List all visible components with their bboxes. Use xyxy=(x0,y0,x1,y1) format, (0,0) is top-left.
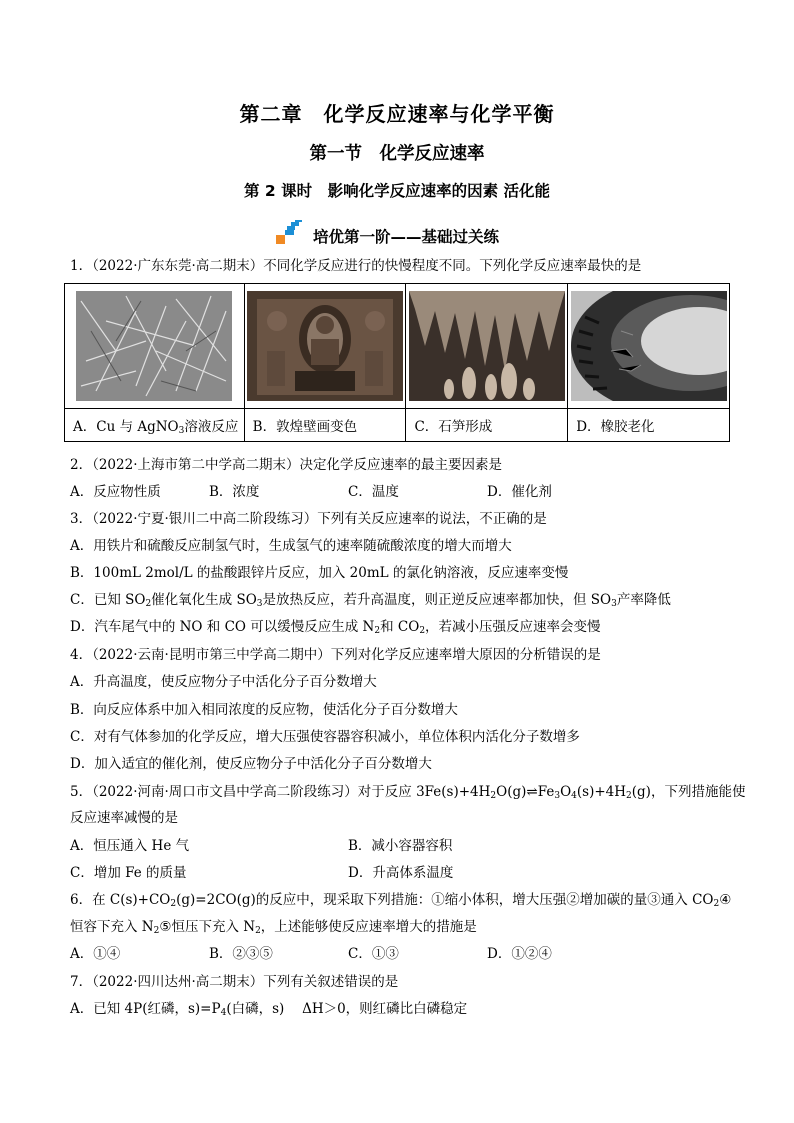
q4-stem: 4．（2022·云南·昆明市第三中学高二期中）下列对化学反应速率增大原因的分析错误的是 xyxy=(70,647,601,663)
q2-stem: 2．（2022·上海市第二中学高二期末）决定化学反应速率的最主要因素是 xyxy=(70,457,502,473)
q2-option-d: D．催化剂 xyxy=(487,484,552,500)
section-banner-label: 培优第一阶——基础过关练 xyxy=(313,228,500,246)
q4-option-d: D．加入适宜的催化剂，使反应物分子中活化分子百分数增大 xyxy=(70,756,432,772)
lesson-title: 第 2 课时 影响化学反应速率的因素 活化能 xyxy=(244,182,550,200)
q4-option-c: C．对有气体参加的化学反应，增大压强使容器容积减小，单位体积内活化分子数增多 xyxy=(70,729,580,745)
q5-option-c: C．增加 Fe 的质量 xyxy=(70,865,187,881)
q5-option-b: B．减小容器容积 xyxy=(348,838,453,854)
q1-option-a: A．Cu 与 AgNO$_3$溶液反应 xyxy=(65,409,245,442)
q3-option-d: D．汽车尾气中的 NO 和 CO 可以缓慢反应生成 $N_2$和 $CO_2$，若减小压强反应速率会变慢 xyxy=(70,619,601,636)
q5-option-a: A．恒压通入 He 气 xyxy=(70,838,190,854)
q1-options-table xyxy=(64,283,730,442)
q1-stem: 1．（2022·广东东莞·高二期末）不同化学反应进行的快慢程度不同。下列化学反应速率最快的是 xyxy=(70,258,642,274)
q1-option-a-image-cell xyxy=(65,284,245,409)
q1-option-c: C．石笋形成 xyxy=(406,409,568,442)
q2-option-b: B．浓度 xyxy=(209,484,260,500)
rubber-tire-photo xyxy=(571,291,727,401)
q1-option-b-image-cell xyxy=(244,284,406,409)
q5-option-d: D．升高体系温度 xyxy=(348,865,454,881)
q1-option-d-image-cell xyxy=(568,284,730,409)
q4-option-b: B．向反应体系中加入相同浓度的反应物，使活化分子百分数增大 xyxy=(70,702,458,718)
q1-option-c-image-cell xyxy=(406,284,568,409)
staircase-logo-icon xyxy=(276,220,304,246)
q3-option-a: A．用铁片和硫酸反应制氢气时，生成氢气的速率随硫酸浓度的增大而增大 xyxy=(70,538,512,554)
q2-option-a: A．反应物性质 xyxy=(70,484,161,500)
crystal-needles-photo xyxy=(76,291,232,401)
q7-option-a: A．已知 4P(红磷，$s)=P_4$(白磷，s) ΔH＞0，则红磷比白磷稳定 xyxy=(70,1001,468,1018)
q3-option-b: B．100mL 2mol/L 的盐酸跟锌片反应，加入 20mL 的氯化钠溶液，反应速率变慢 xyxy=(70,565,569,581)
q1-option-b: B．敦煌壁画变色 xyxy=(244,409,406,442)
chapter-title: 第二章 化学反应速率与化学平衡 xyxy=(239,102,555,126)
q5-stem-cont: 反应速率减慢的是 xyxy=(70,810,178,826)
q6-option-b: B．②③⑤ xyxy=(209,946,273,962)
q7-stem: 7．（2022·四川达州·高二期末）下列有关叙述错误的是 xyxy=(70,974,399,990)
q6-stem-cont: 恒容下充入 $N_2⑤$恒压下充入 $N_2$，上述能够使反应速率增大的措施是 xyxy=(70,919,477,936)
q4-option-a: A．升高温度，使反应物分子中活化分子百分数增大 xyxy=(70,674,377,690)
q6-stem: 6．在 $C(s)+CO_2(g)=2CO(g)$的反应中，现采取下列措施：①缩小体积，增大压强②增加碳的量③通入 $CO_2④$ xyxy=(70,892,732,909)
q3-option-c: C．已知 $SO_2$催化氧化生成 $SO_3$是放热反应，若升高温度，则正逆反应速率都加快，但 $SO_3$产率降低 xyxy=(70,592,671,609)
dunhuang-mural-photo xyxy=(247,291,403,401)
q5-stem: 5．（2022·河南·周口市文昌中学高二阶段练习）对于反应 $3Fe(s)+4H_2O(g)\rightleftharpoons Fe_3O_4(s)+4H_2(g)$，下列措施能使 xyxy=(70,784,746,801)
q1-option-d: D．橡胶老化 xyxy=(568,409,730,442)
q6-option-a: A．①④ xyxy=(70,946,121,962)
q6-option-c: C．①③ xyxy=(348,946,399,962)
stalagmite-photo xyxy=(409,291,565,401)
q2-option-c: C．温度 xyxy=(348,484,399,500)
q3-stem: 3．（2022·宁夏·银川二中高二阶段练习）下列有关反应速率的说法，不正确的是 xyxy=(70,511,547,527)
q6-option-d: D．①②④ xyxy=(487,946,552,962)
section-title: 第一节 化学反应速率 xyxy=(309,144,485,164)
